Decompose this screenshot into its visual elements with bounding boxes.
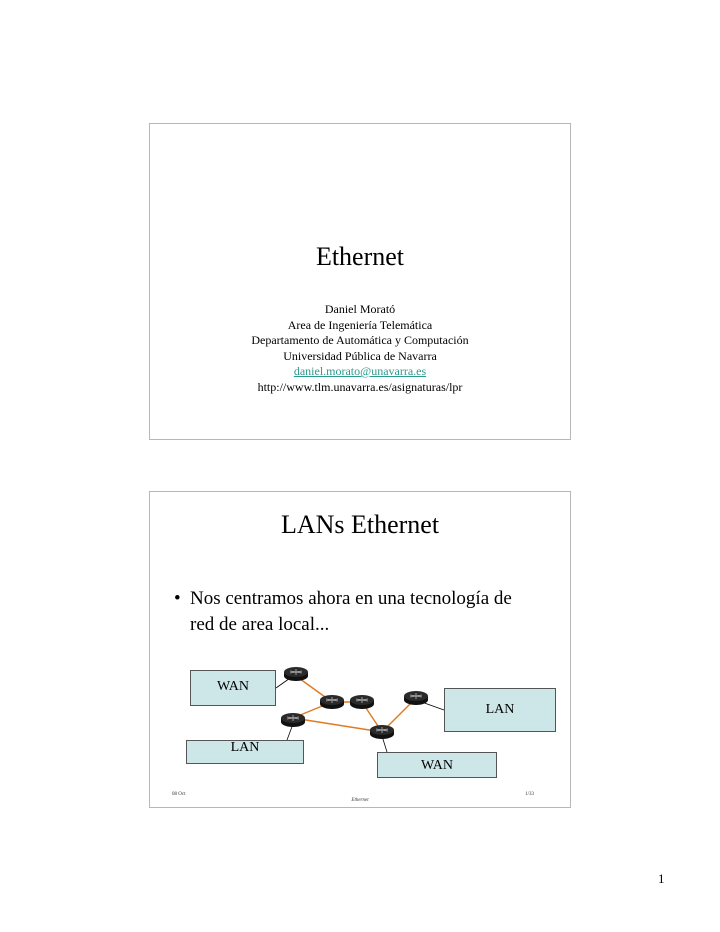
link-line [362, 702, 382, 732]
wan-box: WAN [377, 752, 497, 778]
bullet-item [174, 586, 534, 638]
link-line [293, 702, 332, 718]
link-line [296, 676, 332, 702]
author-university: Universidad Pública de Navarra [283, 348, 437, 363]
author-area: Area de Ingeniería Telemática [287, 317, 433, 332]
bullet-text: Nos centramos ahora en una tecnología de red de area local... [190, 588, 512, 635]
email-link[interactable]: daniel.morato@unavarra.es [293, 364, 427, 378]
author-name: Daniel Morató [324, 302, 396, 316]
footer-date: 08 Oct [172, 792, 186, 797]
wan-box: WAN [190, 670, 276, 706]
lans-ethernet-slide [149, 491, 571, 808]
router-icon [404, 691, 428, 705]
link-line [382, 698, 416, 732]
bullet-icon: • [174, 588, 181, 609]
footer-title: Ethernet [351, 798, 369, 803]
page-number: 1 [658, 871, 665, 886]
link-line [293, 718, 382, 732]
footer-slide-number: 1/33 [525, 792, 534, 797]
lan-box: LAN [186, 740, 304, 764]
router-icon [350, 695, 374, 709]
title-slide [149, 123, 571, 440]
link-line [382, 736, 387, 752]
slide-title: Ethernet [315, 242, 405, 271]
slide-title: LANs Ethernet [280, 510, 440, 539]
link-line [287, 724, 293, 740]
lan-box: LAN [444, 688, 556, 732]
link-line [276, 676, 293, 688]
router-icon [284, 667, 308, 681]
link-line [416, 700, 444, 710]
router-icon [281, 713, 305, 727]
author-info [150, 302, 570, 395]
course-url: http://www.tlm.unavarra.es/asignaturas/lpr [257, 379, 463, 394]
router-icon [320, 695, 344, 709]
author-department: Departamento de Automática y Computación [251, 333, 469, 347]
router-icon [370, 725, 394, 739]
